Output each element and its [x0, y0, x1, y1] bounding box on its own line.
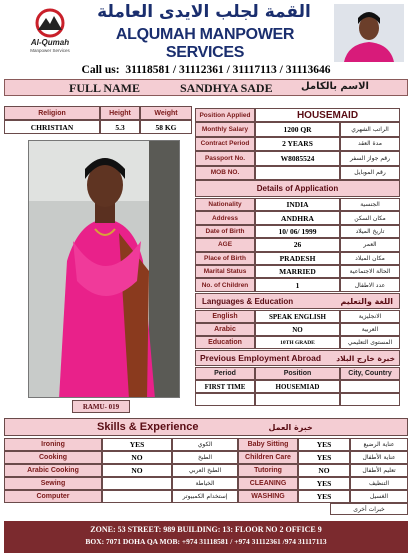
title-english: ALQUMAH MANPOWER SERVICES — [115, 26, 295, 61]
skill-value: NO — [102, 464, 172, 477]
employment-cell: HOUSEMIAD — [255, 380, 340, 393]
skill-value — [102, 477, 172, 490]
phone-numbers: Call us: 31118581 / 31112361 / 31117113 / 31113646 — [81, 64, 331, 76]
photo-caption-text: RAMU- 019 — [82, 402, 120, 411]
application-label: No. of Children — [195, 278, 255, 291]
application-value: PRADESH — [255, 252, 340, 265]
employment-heading-row — [195, 350, 400, 366]
application-label: AGE — [195, 238, 255, 251]
skill-label: CLEANING — [238, 477, 298, 490]
contract-arabic: رقم الموبايل — [340, 166, 400, 181]
application-value: 26 — [255, 238, 340, 251]
application-value: ANDHRA — [255, 211, 340, 224]
employment-cell — [195, 393, 255, 406]
position-value: HOUSEMAID — [255, 108, 400, 122]
skill-arabic: الغسيل — [350, 490, 408, 503]
skill-arabic: الخياطة — [172, 477, 238, 490]
skill-value: NO — [298, 464, 350, 477]
skill-value: YES — [298, 438, 350, 451]
application-arabic: تاريخ الميلاد — [340, 225, 400, 238]
full-name-label: FULL NAME — [69, 81, 141, 95]
language-value: 10TH GRADE — [255, 336, 340, 349]
contract-value: 1200 QR — [255, 122, 340, 137]
contract-label: Passport No. — [195, 151, 255, 166]
skill-label: Tutoring — [238, 464, 298, 477]
skill-label: Ironing — [4, 438, 102, 451]
language-label: Arabic — [195, 323, 255, 336]
skill-arabic: التنظيف — [350, 477, 408, 490]
footer-address: ZONE: 53 STREET: 989 BUILDING: 13: FLOOR NO 2 OFFICE 9 — [90, 525, 322, 534]
application-arabic: مكان الميلاد — [340, 252, 400, 265]
full-name-row — [4, 79, 408, 96]
logo-icon — [24, 8, 76, 40]
application-value: 1 — [255, 278, 340, 291]
contract-arabic: رقم جواز السفر — [340, 151, 400, 166]
skill-label: WASHING — [238, 490, 298, 503]
skill-value: YES — [298, 490, 350, 503]
skill-arabic: الطبخ العربي — [172, 464, 238, 477]
application-label: Place of Birth — [195, 252, 255, 265]
height-value: 5.3 — [100, 120, 140, 134]
photo-caption — [72, 400, 130, 413]
contract-label: Monthly Salary — [195, 122, 255, 137]
application-label: Marital Status — [195, 265, 255, 278]
contract-arabic: الراتب الشهري — [340, 122, 400, 137]
full-name-value: SANDHYA SADE — [180, 81, 273, 95]
language-label: English — [195, 310, 255, 323]
title-arabic: القمة لجلب الايدى العاملة — [97, 2, 311, 22]
language-arabic: المستوى التعليمي — [340, 336, 400, 349]
application-arabic: مكان السكن — [340, 211, 400, 224]
contract-label: MOB NO. — [195, 166, 255, 181]
skill-label: Computer — [4, 490, 102, 503]
application-value: INDIA — [255, 198, 340, 211]
weight-value: 58 KG — [140, 120, 192, 134]
skill-arabic: الطبخ — [172, 451, 238, 464]
skills-heading-row — [4, 418, 408, 436]
religion-value: CHRISTIAN — [4, 120, 100, 134]
skill-arabic: عناية الأطفال — [350, 451, 408, 464]
application-label: Nationality — [195, 198, 255, 211]
language-arabic: الانجليزية — [340, 310, 400, 323]
skill-label: Cooking — [4, 451, 102, 464]
contract-value: 2 YEARS — [255, 137, 340, 152]
skill-value: NO — [102, 451, 172, 464]
languages-heading: Languages & Education — [202, 296, 294, 306]
application-arabic: العمر — [340, 238, 400, 251]
employment-heading: Previous Employment Abroad — [200, 353, 322, 363]
header-photo — [334, 4, 404, 62]
logo-text: Al-Qumah — [30, 38, 70, 47]
application-value: MARRIED — [255, 265, 340, 278]
header — [4, 2, 408, 62]
skill-arabic: تعليم الأطفال — [350, 464, 408, 477]
languages-heading-arabic: اللغة والتعليم — [340, 296, 393, 306]
employment-column-header: City, Country — [340, 367, 400, 380]
company-logo — [24, 8, 76, 58]
logo-subtext: Manpower Services — [30, 48, 70, 53]
employment-cell — [340, 380, 400, 393]
skill-value — [102, 490, 172, 503]
contract-arabic: مدة العقد — [340, 137, 400, 152]
language-value: SPEAK ENGLISH — [255, 310, 340, 323]
height-label: Height — [100, 106, 140, 120]
employment-column-header: Period — [195, 367, 255, 380]
weight-label: Weight — [140, 106, 192, 120]
applicant-photo — [28, 140, 180, 398]
skill-arabic: الكوي — [172, 438, 238, 451]
skill-value: YES — [298, 477, 350, 490]
application-label: Address — [195, 211, 255, 224]
application-arabic: عدد الاطفال — [340, 278, 400, 291]
skill-value: YES — [102, 438, 172, 451]
languages-heading-row — [195, 293, 400, 309]
application-heading: Details of Application — [195, 180, 400, 197]
employment-cell: FIRST TIME — [195, 380, 255, 393]
footer-contact: BOX: 7071 DOHA QA MOB: +974 31118581 / +974 31112361 /974 31117113 — [85, 537, 327, 546]
application-arabic: الجنسية — [340, 198, 400, 211]
employment-cell — [340, 393, 400, 406]
language-value: NO — [255, 323, 340, 336]
application-arabic: الحالة الاجتماعية — [340, 265, 400, 278]
other-skills-row — [330, 503, 408, 515]
employment-heading-arabic: خبرة خارج البلاد — [336, 353, 395, 363]
employment-column-header: Position — [255, 367, 340, 380]
contract-label: Contract Period — [195, 137, 255, 152]
other-skills-arabic: خبرات أخرى — [353, 505, 385, 513]
contract-value — [255, 166, 340, 181]
skill-arabic: عناية الرضيع — [350, 438, 408, 451]
footer — [4, 521, 408, 553]
language-label: Education — [195, 336, 255, 349]
skill-arabic: إستخدام الكمبيوتر — [172, 490, 238, 503]
skill-label: Arabic Cooking — [4, 464, 102, 477]
skill-value: YES — [298, 451, 350, 464]
skill-label: Baby Sitting — [238, 438, 298, 451]
language-arabic: العربية — [340, 323, 400, 336]
skills-heading-arabic: خبرة العمل — [268, 422, 313, 432]
skill-label: Sewing — [4, 477, 102, 490]
application-value: 10/ 06/ 1999 — [255, 225, 340, 238]
application-label: Date of Birth — [195, 225, 255, 238]
skills-heading: Skills & Experience — [97, 421, 199, 433]
position-label: Position Applied — [195, 108, 255, 122]
contract-value: W8085524 — [255, 151, 340, 166]
religion-label: Religion — [4, 106, 100, 120]
full-name-arabic: الاسم بالكامل — [301, 81, 369, 92]
employment-cell — [255, 393, 340, 406]
skill-label: Children Care — [238, 451, 298, 464]
